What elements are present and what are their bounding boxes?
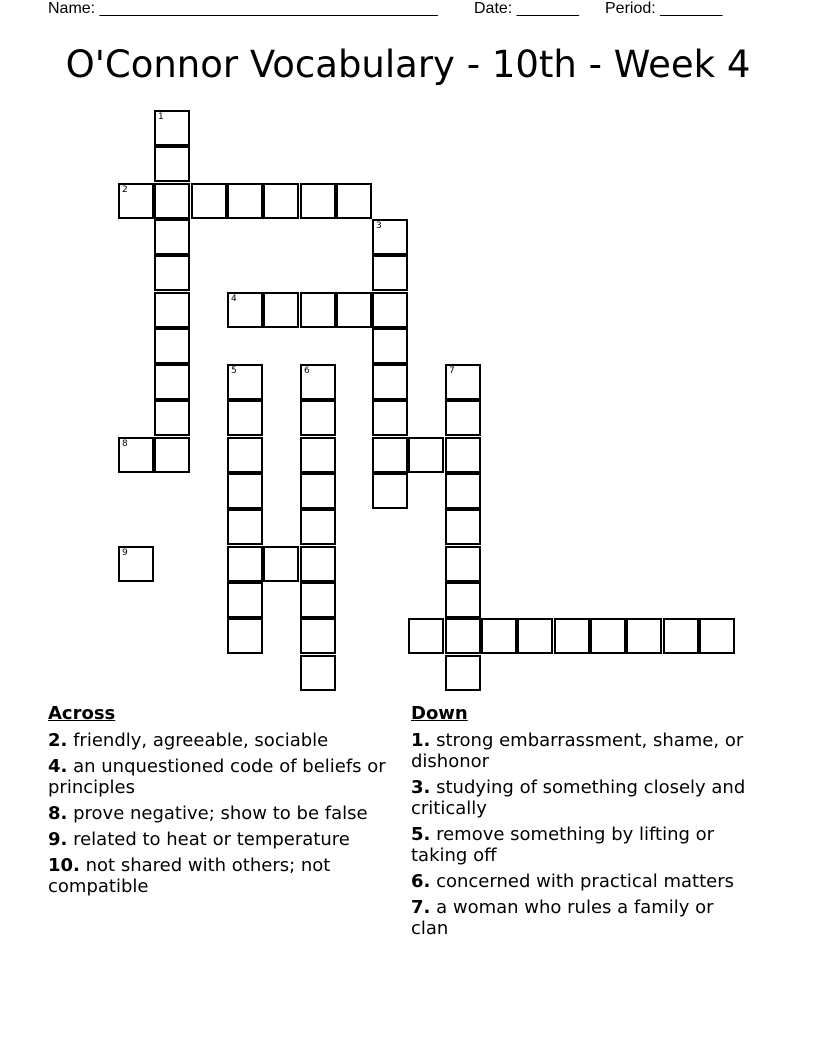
grid-cell[interactable] — [300, 437, 336, 473]
grid-cell[interactable] — [372, 219, 408, 255]
down-clue — [411, 897, 756, 939]
grid-cell[interactable] — [227, 400, 263, 436]
grid-cell[interactable] — [445, 509, 481, 545]
grid-cell[interactable] — [445, 546, 481, 582]
grid-cell[interactable] — [372, 473, 408, 509]
clue-number: 4 — [231, 294, 237, 304]
clue-text: studying of something closely and critically — [411, 777, 746, 819]
clue-number: 10. — [48, 855, 80, 876]
grid-cell[interactable] — [372, 292, 408, 328]
grid-cell[interactable] — [300, 655, 336, 691]
down-clue — [411, 824, 756, 866]
across-heading: Across — [48, 703, 116, 724]
grid-cell[interactable] — [227, 364, 263, 400]
clue-number: 2 — [122, 185, 128, 195]
period-field[interactable]: Period: _______ — [605, 0, 723, 17]
clue-number: 7 — [449, 366, 455, 376]
grid-cell[interactable] — [445, 400, 481, 436]
grid-cell[interactable] — [372, 328, 408, 364]
page-title: O'Connor Vocabulary - 10th - Week 4 — [65, 43, 751, 86]
grid-cell[interactable] — [445, 582, 481, 618]
grid-cell[interactable] — [227, 546, 263, 582]
grid-cell[interactable] — [227, 437, 263, 473]
grid-cell[interactable] — [300, 473, 336, 509]
grid-cell[interactable] — [227, 473, 263, 509]
grid-cell[interactable] — [699, 618, 735, 654]
clue-text: an unquestioned code of beliefs or principles — [48, 756, 386, 798]
grid-cell[interactable] — [227, 183, 263, 219]
grid-cell[interactable] — [154, 437, 190, 473]
grid-cell[interactable] — [154, 328, 190, 364]
clue-number: 3 — [376, 221, 382, 231]
clue-text: related to heat or temperature — [67, 829, 350, 850]
down-clue — [411, 871, 756, 892]
across-clue — [48, 803, 393, 824]
grid-cell[interactable] — [300, 183, 336, 219]
clue-number: 7. — [411, 897, 431, 918]
grid-cell[interactable] — [408, 437, 444, 473]
clue-number: 6 — [304, 366, 310, 376]
clue-text: a woman who rules a family or clan — [411, 897, 714, 939]
grid-cell[interactable] — [590, 618, 626, 654]
grid-cell[interactable] — [263, 292, 299, 328]
clue-number: 4. — [48, 756, 68, 777]
clue-text: strong embarrassment, shame, or dishonor — [411, 730, 744, 772]
grid-cell[interactable] — [227, 618, 263, 654]
clue-number: 5 — [231, 366, 237, 376]
grid-cell[interactable] — [227, 582, 263, 618]
grid-cell[interactable] — [336, 292, 372, 328]
grid-cell[interactable] — [227, 292, 263, 328]
grid-cell[interactable] — [336, 183, 372, 219]
grid-cell[interactable] — [663, 618, 699, 654]
grid-cell[interactable] — [445, 473, 481, 509]
grid-cell[interactable] — [118, 183, 154, 219]
clue-number: 8 — [122, 439, 128, 449]
grid-cell[interactable] — [154, 219, 190, 255]
grid-cell[interactable] — [154, 110, 190, 146]
grid-cell[interactable] — [300, 618, 336, 654]
clue-number: 9 — [122, 548, 128, 558]
clue-number: 1. — [411, 730, 431, 751]
grid-cell[interactable] — [517, 618, 553, 654]
grid-cell[interactable] — [300, 292, 336, 328]
grid-cell[interactable] — [263, 546, 299, 582]
grid-cell[interactable] — [154, 183, 190, 219]
grid-cell[interactable] — [154, 255, 190, 291]
across-clue — [48, 730, 393, 751]
grid-cell[interactable] — [626, 618, 662, 654]
grid-cell[interactable] — [300, 582, 336, 618]
name-field[interactable]: Name: ______________________________________ — [48, 0, 438, 17]
grid-cell[interactable] — [300, 546, 336, 582]
grid-cell[interactable] — [154, 400, 190, 436]
down-clues — [411, 703, 756, 944]
clue-text: remove something by lifting or taking off — [411, 824, 715, 866]
clue-number: 6. — [411, 871, 431, 892]
clue-number: 3. — [411, 777, 431, 798]
clue-number: 2. — [48, 730, 68, 751]
grid-cell[interactable] — [300, 509, 336, 545]
grid-cell[interactable] — [445, 364, 481, 400]
clue-number: 8. — [48, 803, 68, 824]
grid-cell[interactable] — [372, 437, 408, 473]
down-heading: Down — [411, 703, 468, 724]
grid-cell[interactable] — [300, 400, 336, 436]
grid-cell[interactable] — [154, 364, 190, 400]
across-clue — [48, 756, 393, 798]
clue-number: 5. — [411, 824, 431, 845]
grid-cell[interactable] — [118, 546, 154, 582]
grid-cell[interactable] — [154, 292, 190, 328]
grid-cell[interactable] — [445, 618, 481, 654]
grid-cell[interactable] — [154, 146, 190, 182]
grid-cell[interactable] — [372, 364, 408, 400]
clue-number: 9. — [48, 829, 68, 850]
clue-text: not shared with others; not compatible — [48, 855, 331, 897]
grid-cell[interactable] — [118, 437, 154, 473]
grid-cell[interactable] — [227, 509, 263, 545]
down-clue — [411, 777, 756, 819]
grid-cell[interactable] — [554, 618, 590, 654]
across-clue — [48, 855, 393, 897]
grid-cell[interactable] — [445, 437, 481, 473]
date-field[interactable]: Date: _______ — [474, 0, 579, 17]
clue-number: 1 — [158, 112, 164, 122]
grid-cell[interactable] — [408, 618, 444, 654]
across-clue — [48, 829, 393, 850]
grid-cell[interactable] — [372, 255, 408, 291]
grid-cell[interactable] — [300, 364, 336, 400]
across-clues — [48, 703, 393, 902]
grid-cell[interactable] — [445, 655, 481, 691]
grid-cell[interactable] — [191, 183, 227, 219]
grid-cell[interactable] — [263, 183, 299, 219]
clue-text: prove negative; show to be false — [67, 803, 368, 824]
grid-cell[interactable] — [372, 400, 408, 436]
grid-cell[interactable] — [481, 618, 517, 654]
clue-text: friendly, agreeable, sociable — [67, 730, 329, 751]
clue-text: concerned with practical matters — [430, 871, 735, 892]
down-clue — [411, 730, 756, 772]
